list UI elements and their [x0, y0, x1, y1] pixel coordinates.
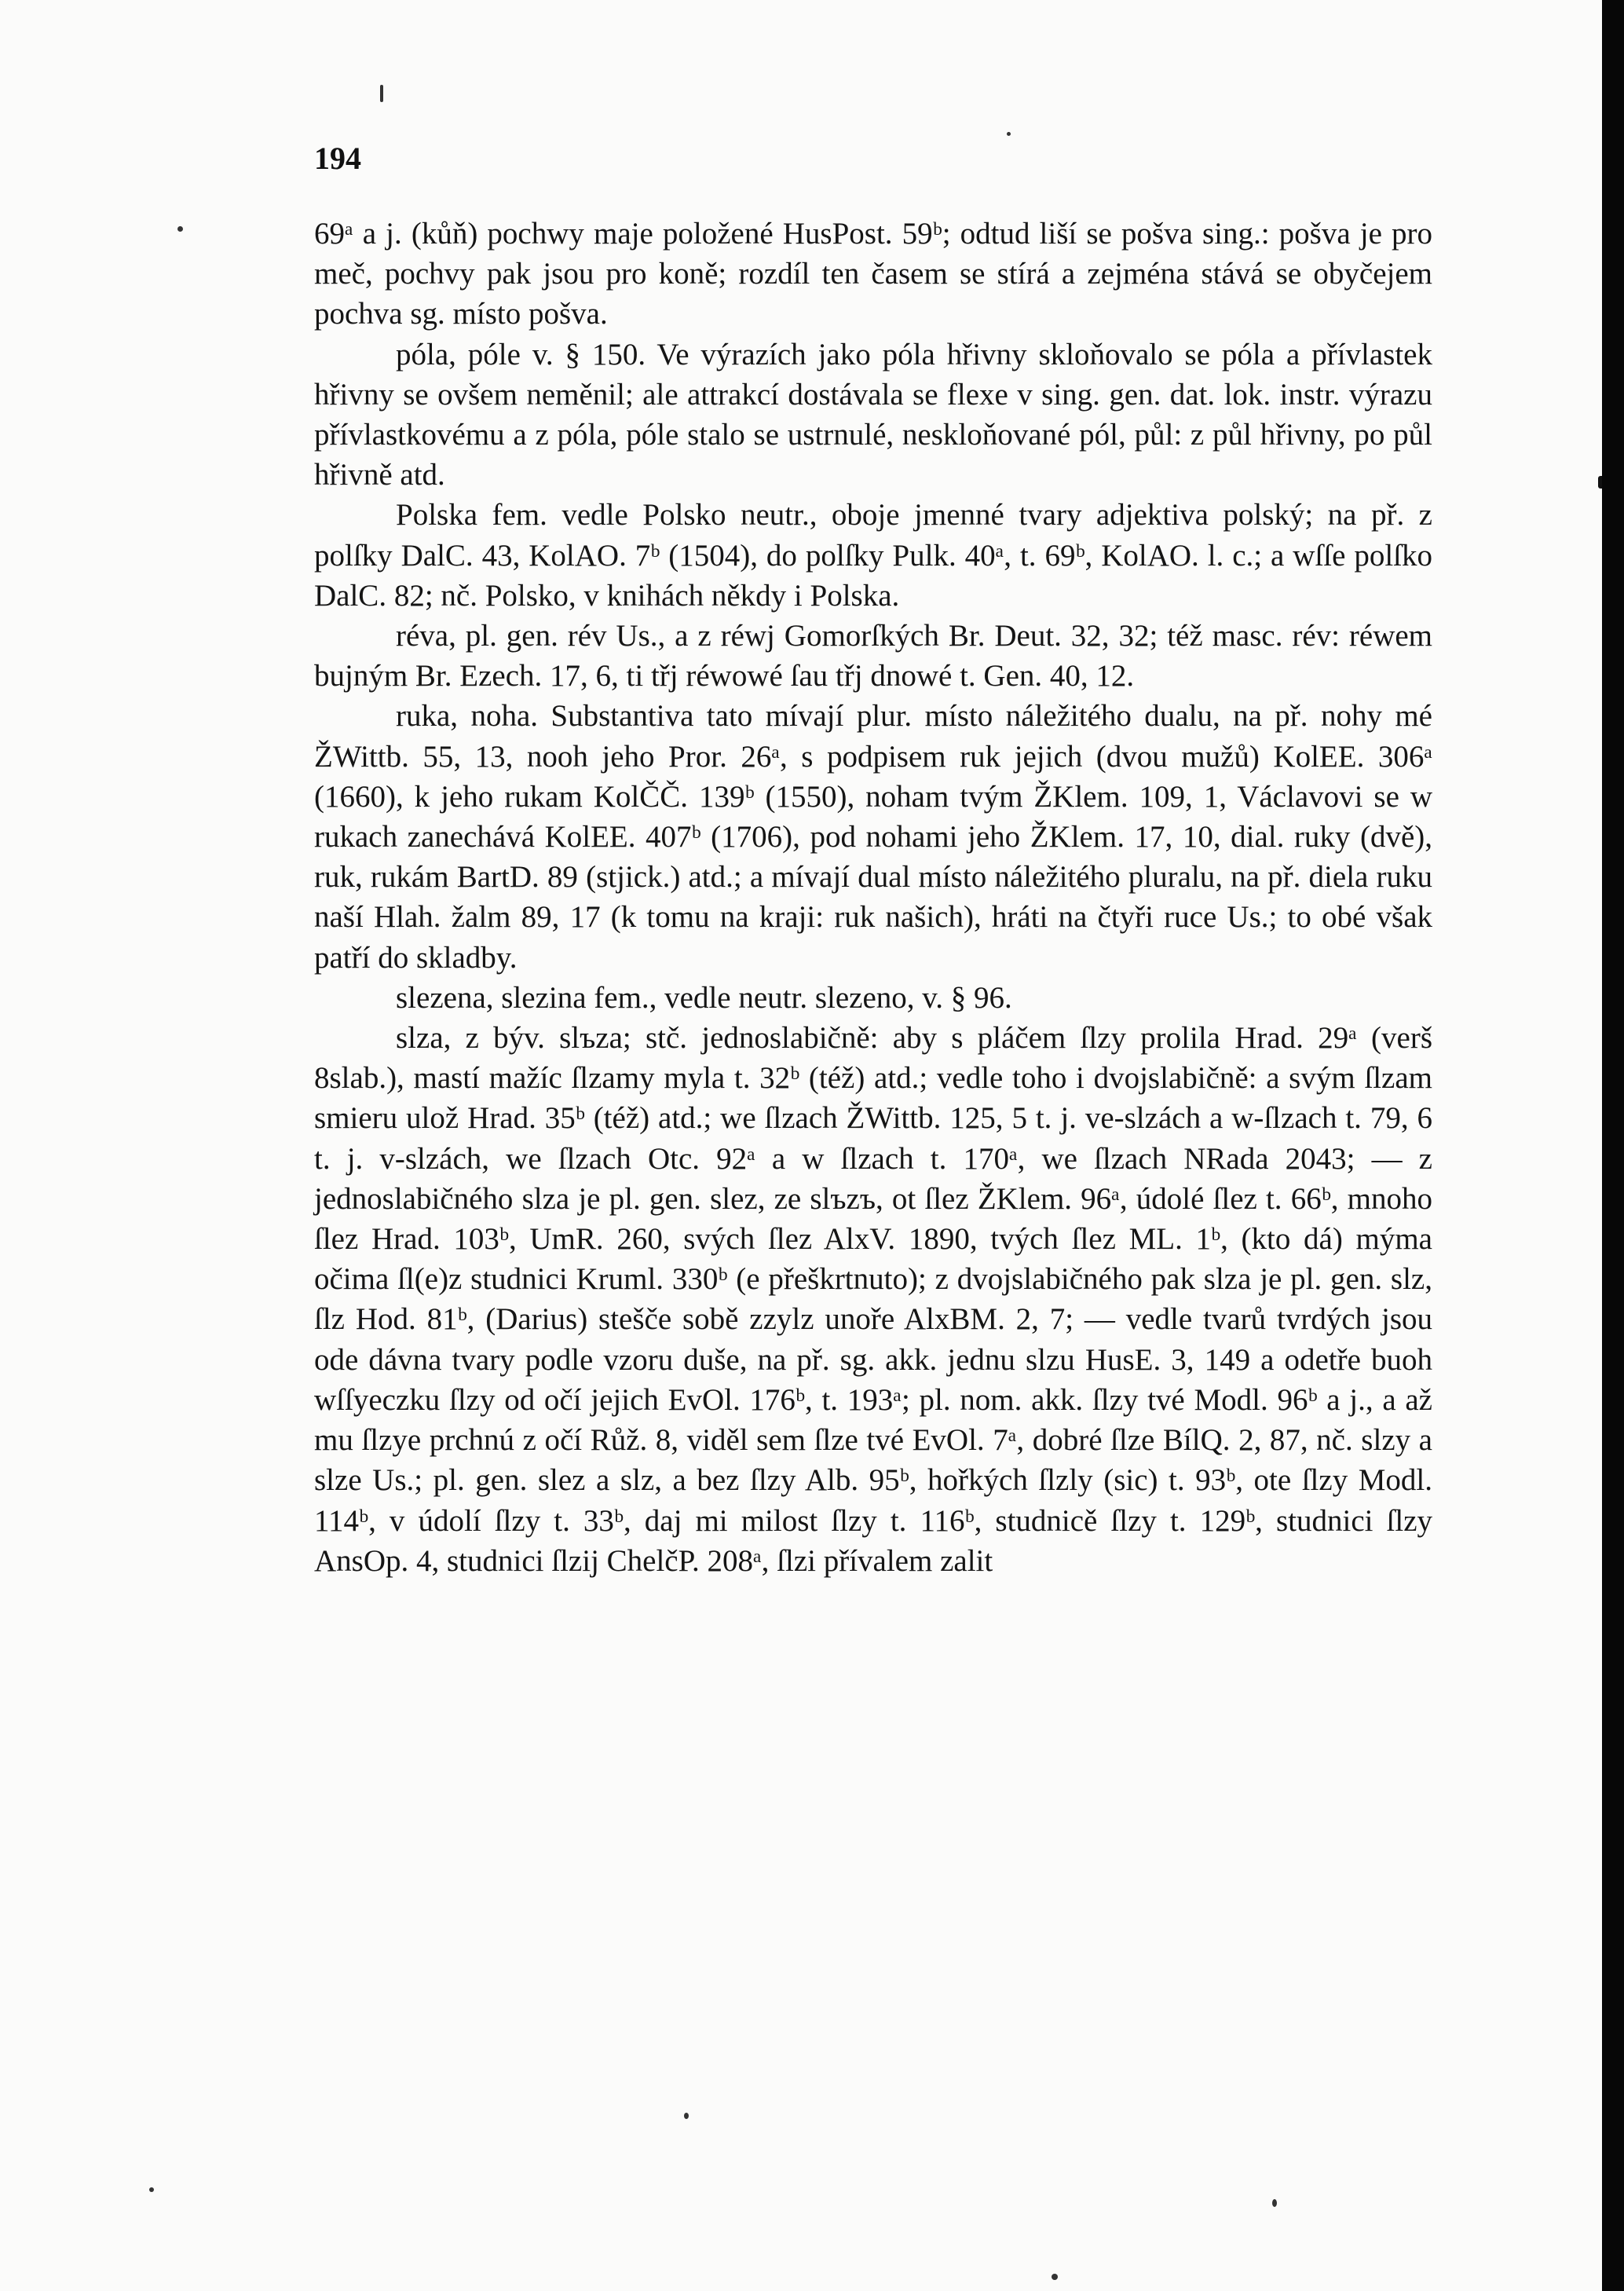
scan-speck	[1052, 2274, 1058, 2280]
scan-speck	[177, 226, 183, 232]
scan-speck	[380, 85, 383, 102]
page-number: 194	[314, 141, 361, 176]
scan-speck	[1007, 132, 1011, 136]
paragraph-posva: 69ᵃ a j. (kůň) pochwy maje položené HusPost. 59ᵇ; odtud liší se pošva sing.: pošva je pro meč, pochvy pak jsou pro koně; rozdíl ten časem se stírá a zejména stává se obyčejem pochva sg. místo pošva.	[314, 217, 1432, 331]
scan-speck	[1272, 2199, 1277, 2207]
paragraph-reva: réva, pl. gen. rév Us., a z réwj Gomorſkých Br. Deut. 32, 32; též masc. rév: réwem bujným Br. Ezech. 17, 6, ti třj réwowé ſau třj dnowé t. Gen. 40, 12.	[314, 619, 1432, 694]
scan-speck	[149, 2187, 154, 2192]
body-text	[314, 214, 1432, 1581]
scan-speck	[684, 2113, 689, 2119]
paragraph-pola: póla, póle v. § 150. Ve výrazích jako póla hřivny skloňovalo se póla a přívlastek hřivny se ovšem neměnil; ale attrakcí dostávala se flexe v sing. gen. dat. lok. instr. výrazu přívlastkovému a z póla, póle stalo se ustrnulé, neskloňované pól, půl: z půl hřivny, po půl hřivně atd.	[314, 337, 1432, 492]
scan-edge	[1602, 0, 1624, 2291]
paragraph-slezena: slezena, slezina fem., vedle neutr. slezeno, v. § 96.	[396, 980, 1012, 1015]
paragraph-ruka-noha: ruka, noha. Substantiva tato mívají plur. místo náležitého dualu, na př. nohy mé ŽWittb. 55, 13, nooh jeho Pror. 26ᵃ, s podpisem ruk jejich (dvou mužů) KolEE. 306ᵃ (1660), k jeho rukam KolČČ. 139ᵇ (1550), noham tvým ŽKlem. 109, 1, Václavovi se w rukach zanechává KolEE. 407ᵇ (1706), pod nohami jeho ŽKlem. 17, 10, dial. ruky (dvě), ruk, rukám BartD. 89 (stjick.) atd.; a mívají dual místo náležitého pluralu, na př. diela ruku naší Hlah. žalm 89, 17 (k tomu na kraji: ruk našich), hráti na čtyři ruce Us.; to obé však patří do skladby.	[314, 699, 1432, 975]
paragraph-slza: slza, z býv. slъza; stč. jednoslabičně: aby s pláčem ſlzy prolila Hrad. 29ᵃ (verš 8slab.), mastí mažíc ſlzamy myla t. 32ᵇ (též) atd.; vedle toho i dvojslabičně: a svým ſlzam smieru ulož Hrad. 35ᵇ (též) atd.; we ſlzach ŽWittb. 125, 5 t. j. ve-slzách a w-ſlzach t. 79, 6 t. j. v-slzách, we ſlzach Otc. 92ᵃ a w ſlzach t. 170ᵃ, we ſlzach NRada 2043; — z jednoslabičného slza je pl. gen. slez, ze slъzъ, ot ſlez ŽKlem. 96ᵃ, údolé ſlez t. 66ᵇ, mnoho ſlez Hrad. 103ᵇ, UmR. 260, svých ſlez AlxV. 1890, tvých ſlez ML. 1ᵇ, (kto dá) mýma očima ſl(e)z studnici Kruml. 330ᵇ (e přeškrtnuto); z dvojslabičného pak slza je pl. gen. slz, ſlz Hod. 81ᵇ, (Darius) stešče sobě zzylz unoře AlxBM. 2, 7; — vedle tvarů tvrdých jsou ode dávna tvary podle vzoru duše, na př. sg. akk. jednu slzu HusE. 3, 149 a odetře buoh wſſyeczku ſlzy od očí jejich EvOl. 176ᵇ, t. 193ᵃ; pl. nom. akk. ſlzy tvé Modl. 96ᵇ a j., a až mu ſlzye prchnú z očí Růž. 8, viděl sem ſlze tvé EvOl. 7ᵃ, dobré ſlze BílQ. 2, 87, nč. slzy a slze Us.; pl. gen. slez a slz, a bez ſlzy Alb. 95ᵇ, hořkých ſlzly (sic) t. 93ᵇ, ote ſlzy Modl. 114ᵇ, v údolí ſlzy t. 33ᵇ, daj mi milost ſlzy t. 116ᵇ, studnicě ſlzy t. 129ᵇ, studnici ſlzy AnsOp. 4, studnici ſlzij ChelčP. 208ᵃ, ſlzi přívalem zalit	[314, 1021, 1432, 1578]
paragraph-polska: Polska fem. vedle Polsko neutr., oboje jmenné tvary adjektiva polský; na př. z polſky DalC. 43, KolAO. 7ᵇ (1504), do polſky Pulk. 40ᵃ, t. 69ᵇ, KolAO. l. c.; a wſſe polſko DalC. 82; nč. Polsko, v knihách někdy i Polska.	[314, 498, 1432, 613]
